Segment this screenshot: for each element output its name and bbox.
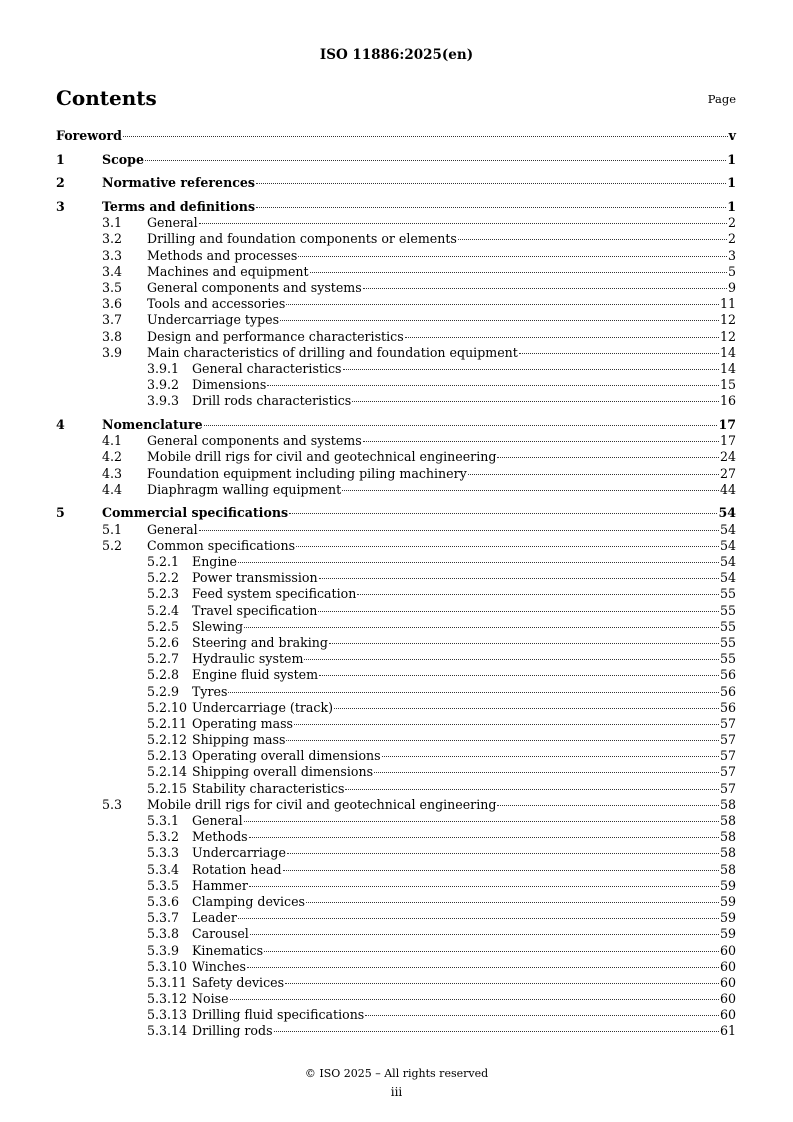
toc-entry-number: 4: [56, 417, 65, 432]
page-number: iii: [390, 1085, 403, 1099]
toc-entry-number: 5.2.2: [147, 570, 180, 586]
toc-entry-number: 3.8: [102, 328, 123, 344]
toc-entry-page: 57: [719, 715, 736, 731]
toc-dot-leader: [382, 755, 719, 757]
toc-entry-title[interactable]: Undercarriage types: [147, 312, 280, 328]
toc-entry-number: 5.2.15: [147, 780, 188, 796]
toc-entry-title[interactable]: Terms and definitions: [102, 199, 256, 215]
toc-entry[interactable]: [56, 926, 736, 942]
toc-dot-leader: [286, 303, 719, 305]
toc-dot-leader: [256, 182, 726, 184]
toc-entry-page: 14: [719, 344, 736, 360]
toc-entry-page: 44: [719, 481, 736, 497]
toc-entry[interactable]: [56, 329, 736, 345]
toc-entry-title[interactable]: Steering and braking: [192, 634, 328, 650]
toc-entry-title[interactable]: Drilling fluid specifications: [192, 1007, 365, 1023]
toc-dot-leader: [304, 658, 719, 660]
toc-dot-leader: [345, 788, 719, 790]
toc-entry-number: 4.1: [102, 433, 123, 449]
toc-entry[interactable]: [56, 466, 736, 482]
toc-dot-leader: [298, 255, 727, 257]
toc-entry-title[interactable]: Operating overall dimensions: [192, 748, 381, 764]
toc-entry-page: 57: [719, 780, 736, 796]
toc-entry-page: 55: [719, 651, 736, 667]
toc-entry-page: 17: [718, 417, 736, 432]
toc-entry-number: 1: [56, 151, 65, 167]
toc-dot-leader: [287, 852, 719, 854]
toc-entry[interactable]: [56, 199, 736, 215]
toc-entry-title[interactable]: Operating mass: [192, 715, 294, 731]
toc-entry-number: 5.3.11: [147, 974, 188, 990]
table-of-contents: [56, 128, 736, 1040]
toc-entry-title[interactable]: Shipping overall dimensions: [192, 764, 374, 780]
toc-entry-page: v: [728, 128, 736, 143]
toc-entry-page: 57: [719, 764, 736, 780]
toc-entry[interactable]: [56, 1007, 736, 1023]
toc-dot-leader: [329, 642, 719, 644]
toc-entry-page: 57: [719, 732, 736, 748]
toc-dot-leader: [249, 836, 719, 838]
toc-dot-leader: [267, 384, 719, 386]
toc-entry[interactable]: [56, 570, 736, 586]
toc-dot-leader: [244, 626, 719, 628]
toc-entry-title[interactable]: Normative references: [102, 175, 256, 191]
toc-entry-title[interactable]: Mobile drill rigs for civil and geotechnical engineering: [147, 796, 497, 812]
toc-entry[interactable]: [56, 684, 736, 700]
toc-entry-number: 5.3.14: [147, 1023, 188, 1039]
toc-dot-leader: [283, 869, 719, 871]
toc-entry-page: 56: [719, 667, 736, 683]
toc-entry-title[interactable]: Diaphragm walling equipment: [147, 481, 342, 497]
toc-entry-title[interactable]: Drilling and foundation components or elements: [147, 231, 457, 247]
toc-entry[interactable]: [56, 975, 736, 991]
toc-dot-leader: [230, 998, 719, 1000]
toc-entry-number: 3: [56, 199, 65, 215]
toc-dot-leader: [342, 489, 719, 491]
toc-entry-number: 3.3: [102, 247, 123, 263]
toc-dot-leader: [357, 593, 719, 595]
toc-entry-number: 3.1: [102, 215, 123, 231]
toc-dot-leader: [294, 723, 719, 725]
toc-dot-leader: [249, 885, 719, 887]
toc-entry-page: 12: [719, 328, 736, 344]
toc-entry-page: 17: [719, 433, 736, 449]
toc-dot-leader: [280, 319, 719, 321]
toc-dot-leader: [374, 771, 719, 773]
toc-entry[interactable]: [56, 959, 736, 975]
toc-entry-title[interactable]: Common specifications: [147, 537, 296, 553]
toc-entry-number: 5.2.5: [147, 618, 180, 634]
toc-entry-title[interactable]: Drill rods characteristics: [192, 393, 352, 409]
toc-entry[interactable]: [56, 152, 736, 168]
toc-entry-title[interactable]: General components and systems: [147, 433, 362, 449]
toc-entry-number: 5.2.11: [147, 715, 188, 731]
toc-dot-leader: [247, 966, 719, 968]
toc-entry-number: 5.3.5: [147, 877, 180, 893]
toc-dot-leader: [250, 933, 719, 935]
toc-entry-page: 54: [719, 537, 736, 553]
toc-dot-leader: [228, 691, 719, 693]
toc-entry[interactable]: [56, 264, 736, 280]
toc-dot-leader: [319, 674, 719, 676]
toc-entry-page: 56: [719, 683, 736, 699]
toc-entry-title[interactable]: Winches: [192, 958, 246, 974]
toc-entry-page: 59: [719, 877, 736, 893]
toc-entry-number: 5.1: [102, 521, 123, 537]
toc-entry[interactable]: [56, 482, 736, 498]
toc-entry[interactable]: [56, 449, 736, 465]
toc-entry-page: 24: [719, 449, 736, 465]
toc-entry-number: 5.2.3: [147, 586, 180, 602]
toc-dot-leader: [468, 473, 719, 475]
toc-entry[interactable]: [56, 522, 736, 538]
toc-dot-leader: [365, 1014, 719, 1016]
toc-entry[interactable]: [56, 296, 736, 312]
toc-entry-number: 3.9: [102, 344, 123, 360]
toc-dot-leader: [497, 804, 719, 806]
toc-entry-page: 59: [719, 893, 736, 909]
toc-entry-page: 54: [719, 554, 736, 569]
toc-entry[interactable]: [56, 505, 736, 521]
page-title: Contents: [56, 86, 157, 110]
toc-entry-title[interactable]: Rotation head: [192, 861, 282, 877]
toc-entry-title[interactable]: Engine: [192, 554, 237, 569]
toc-entry-page: 3: [727, 247, 736, 263]
toc-entry-page: 55: [719, 602, 736, 618]
toc-entry-page: 55: [719, 618, 736, 634]
toc-entry-number: 5.2.4: [147, 602, 180, 618]
toc-entry-number: 5.2.10: [147, 699, 188, 715]
toc-entry-number: 5.3.2: [147, 829, 180, 845]
toc-entry-page: 1: [727, 175, 736, 191]
toc-entry-title[interactable]: Methods: [192, 829, 248, 845]
toc-entry[interactable]: [56, 586, 736, 602]
toc-dot-leader: [363, 287, 727, 289]
toc-entry-title[interactable]: Clamping devices: [192, 893, 306, 909]
toc-dot-leader: [199, 222, 727, 224]
toc-entry-title[interactable]: Drilling rods: [192, 1023, 273, 1039]
toc-entry-number: 5.3.9: [147, 942, 180, 958]
toc-entry-title[interactable]: Noise: [192, 991, 229, 1007]
toc-entry-number: 3.5: [102, 280, 123, 295]
toc-entry[interactable]: [56, 1023, 736, 1039]
toc-entry-page: 60: [719, 942, 736, 958]
toc-entry-page: 61: [719, 1023, 736, 1039]
toc-entry-number: 5.2.8: [147, 667, 180, 683]
toc-entry-page: 57: [719, 748, 736, 764]
toc-entry[interactable]: [56, 651, 736, 667]
toc-entry-page: 60: [719, 1007, 736, 1023]
toc-entry-title[interactable]: Undercarriage (track): [192, 699, 334, 715]
toc-entry[interactable]: [56, 797, 736, 813]
toc-entry-title[interactable]: Shipping mass: [192, 732, 286, 748]
toc-entry-page: 58: [719, 845, 736, 861]
toc-dot-leader: [244, 820, 719, 822]
toc-dot-leader: [204, 424, 718, 426]
toc-dot-leader: [296, 545, 719, 547]
toc-dot-leader: [199, 529, 719, 531]
toc-entry-title[interactable]: Travel specification: [192, 602, 318, 618]
toc-entry[interactable]: [56, 248, 736, 264]
toc-entry-title[interactable]: Scope: [102, 151, 144, 167]
toc-entry[interactable]: [56, 732, 736, 748]
toc-entry[interactable]: [56, 829, 736, 845]
toc-entry-number: 5.2.9: [147, 683, 180, 699]
toc-entry[interactable]: [56, 128, 736, 144]
toc-entry-number: 5.3.13: [147, 1007, 188, 1023]
toc-entry-page: 58: [719, 829, 736, 845]
toc-entry-page: 60: [719, 958, 736, 974]
toc-entry-number: 5.2.6: [147, 634, 180, 650]
toc-entry-number: 5.3.7: [147, 910, 180, 926]
toc-entry-page: 60: [719, 974, 736, 990]
toc-entry[interactable]: [56, 603, 736, 619]
toc-dot-leader: [405, 336, 719, 338]
toc-entry-number: 5.3: [102, 796, 123, 812]
toc-dot-leader: [458, 238, 727, 240]
toc-entry[interactable]: [56, 312, 736, 328]
toc-entry-number: 4.3: [102, 465, 123, 481]
toc-entry-page: 59: [719, 926, 736, 942]
toc-entry-title[interactable]: Stability characteristics: [192, 780, 345, 796]
toc-entry-title[interactable]: Nomenclature: [102, 417, 203, 432]
toc-entry[interactable]: [56, 991, 736, 1007]
toc-entry-title[interactable]: General characteristics: [192, 360, 342, 376]
toc-entry-number: 5: [56, 505, 65, 521]
toc-entry[interactable]: [56, 748, 736, 764]
toc-entry-title[interactable]: Mobile drill rigs for civil and geotechnical engineering: [147, 449, 497, 465]
toc-dot-leader: [334, 707, 719, 709]
toc-entry-title[interactable]: Safety devices: [192, 974, 285, 990]
toc-entry[interactable]: [56, 361, 736, 377]
toc-entry[interactable]: [56, 764, 736, 780]
toc-dot-leader: [238, 561, 719, 563]
toc-entry-title[interactable]: Dimensions: [192, 377, 267, 393]
toc-dot-leader: [363, 440, 719, 442]
toc-dot-leader: [310, 271, 727, 273]
toc-entry[interactable]: [56, 845, 736, 861]
toc-entry-page: 2: [727, 231, 736, 247]
toc-entry-title[interactable]: Foreword: [56, 128, 122, 143]
toc-dot-leader: [285, 982, 719, 984]
toc-entry-page: 58: [719, 813, 736, 828]
toc-entry[interactable]: [56, 878, 736, 894]
toc-entry[interactable]: [56, 280, 736, 296]
toc-entry-number: 2: [56, 175, 65, 191]
toc-entry-number: 3.9.3: [147, 393, 180, 409]
toc-entry[interactable]: [56, 813, 736, 829]
toc-entry-page: 58: [719, 796, 736, 812]
toc-dot-leader: [289, 512, 717, 514]
toc-dot-leader: [343, 368, 719, 370]
toc-entry[interactable]: [56, 700, 736, 716]
toc-entry-page: 5: [727, 263, 736, 279]
toc-entry-title[interactable]: Main characteristics of drilling and foundation equipment: [147, 344, 518, 360]
toc-entry-number: 5.3.12: [147, 991, 188, 1007]
toc-entry-page: 54: [719, 521, 736, 537]
toc-entry[interactable]: [56, 716, 736, 732]
toc-entry-page: 9: [727, 280, 736, 295]
toc-entry[interactable]: [56, 894, 736, 910]
toc-entry-page: 27: [719, 465, 736, 481]
toc-dot-leader: [145, 159, 726, 161]
toc-entry[interactable]: [56, 345, 736, 361]
toc-entry-number: 5.3.1: [147, 813, 180, 828]
toc-entry-page: 16: [719, 393, 736, 409]
toc-dot-leader: [306, 901, 719, 903]
toc-entry-number: 5.3.10: [147, 958, 188, 974]
toc-dot-leader: [352, 400, 719, 402]
toc-entry-title[interactable]: Tyres: [192, 683, 228, 699]
toc-entry[interactable]: [56, 433, 736, 449]
toc-entry[interactable]: [56, 215, 736, 231]
toc-entry[interactable]: [56, 393, 736, 409]
toc-entry-number: 3.2: [102, 231, 123, 247]
toc-entry-number: 4.4: [102, 481, 123, 497]
toc-entry-title[interactable]: Carousel: [192, 926, 249, 942]
toc-entry-number: 5.2.7: [147, 651, 180, 667]
toc-entry-page: 14: [719, 360, 736, 376]
toc-entry-page: 1: [727, 199, 736, 215]
page-column-label: Page: [707, 92, 736, 106]
toc-entry-number: 5.2.14: [147, 764, 188, 780]
toc-entry-number: 3.7: [102, 312, 123, 328]
toc-dot-leader: [264, 950, 719, 952]
toc-entry-page: 54: [719, 570, 736, 586]
toc-entry-title[interactable]: Slewing: [192, 618, 244, 634]
toc-entry-number: 3.9.1: [147, 360, 180, 376]
toc-entry-title[interactable]: Design and performance characteristics: [147, 328, 404, 344]
toc-entry-number: 3.6: [102, 296, 123, 312]
toc-entry[interactable]: [56, 417, 736, 433]
toc-entry-title[interactable]: Power transmission: [192, 570, 318, 586]
toc-dot-leader: [256, 206, 726, 208]
toc-entry-title[interactable]: Foundation equipment including piling machinery: [147, 465, 467, 481]
toc-dot-leader: [274, 1030, 719, 1032]
toc-entry[interactable]: [56, 635, 736, 651]
toc-entry-title[interactable]: Engine fluid system: [192, 667, 319, 683]
toc-dot-leader: [238, 917, 719, 919]
copyright-footer: © ISO 2025 – All rights reserved: [304, 1067, 489, 1080]
toc-entry-title[interactable]: Tools and accessories: [147, 296, 286, 312]
toc-entry-page: 55: [719, 634, 736, 650]
toc-entry-number: 5.3.6: [147, 893, 180, 909]
toc-entry-page: 59: [719, 910, 736, 926]
toc-entry-title[interactable]: Commercial specifications: [102, 505, 289, 521]
toc-entry[interactable]: [56, 781, 736, 797]
toc-dot-leader: [286, 739, 718, 741]
toc-entry-title[interactable]: Undercarriage: [192, 845, 286, 861]
toc-entry-title[interactable]: Feed system specification: [192, 586, 357, 602]
toc-entry-number: 5.2.13: [147, 748, 188, 764]
toc-entry-page: 15: [719, 377, 736, 393]
toc-entry-title[interactable]: Methods and processes: [147, 247, 298, 263]
toc-entry-number: 5.3.8: [147, 926, 180, 942]
toc-entry-page: 11: [719, 296, 736, 312]
toc-entry-title[interactable]: Machines and equipment: [147, 263, 309, 279]
toc-entry-number: 5.2: [102, 537, 123, 553]
toc-entry[interactable]: [56, 554, 736, 570]
toc-entry-title[interactable]: General: [192, 813, 243, 828]
toc-entry-page: 58: [719, 861, 736, 877]
toc-entry-title[interactable]: General: [147, 521, 198, 537]
toc-entry[interactable]: [56, 538, 736, 554]
toc-entry-number: 5.2.12: [147, 732, 188, 748]
toc-entry[interactable]: [56, 943, 736, 959]
toc-entry[interactable]: [56, 377, 736, 393]
toc-entry-page: 55: [719, 586, 736, 602]
toc-entry-number: 5.2.1: [147, 554, 180, 569]
toc-entry-page: 54: [718, 505, 736, 521]
toc-entry-title[interactable]: Leader: [192, 910, 237, 926]
toc-entry-page: 56: [719, 699, 736, 715]
toc-entry-title[interactable]: General: [147, 215, 198, 231]
toc-dot-leader: [319, 577, 719, 579]
toc-dot-leader: [318, 610, 719, 612]
toc-entry-title[interactable]: General components and systems: [147, 280, 362, 295]
toc-entry-page: 2: [727, 215, 736, 231]
toc-entry-title[interactable]: Hammer: [192, 877, 248, 893]
document-id-header: ISO 11886:2025(en): [319, 47, 474, 63]
toc-dot-leader: [519, 352, 719, 354]
toc-entry-number: 5.3.3: [147, 845, 180, 861]
toc-entry[interactable]: [56, 862, 736, 878]
toc-entry-number: 5.3.4: [147, 861, 180, 877]
toc-entry[interactable]: [56, 231, 736, 247]
toc-entry-page: 60: [719, 991, 736, 1007]
toc-entry[interactable]: [56, 910, 736, 926]
toc-entry-page: 12: [719, 312, 736, 328]
toc-entry-page: 1: [727, 151, 736, 167]
toc-entry-title[interactable]: Hydraulic system: [192, 651, 304, 667]
toc-entry[interactable]: [56, 619, 736, 635]
toc-entry[interactable]: [56, 667, 736, 683]
toc-dot-leader: [123, 135, 728, 137]
toc-entry-number: 3.9.2: [147, 377, 180, 393]
toc-entry-title[interactable]: Kinematics: [192, 942, 264, 958]
toc-entry-number: 3.4: [102, 263, 123, 279]
toc-dot-leader: [497, 456, 719, 458]
toc-entry[interactable]: [56, 175, 736, 191]
toc-entry-number: 4.2: [102, 449, 123, 465]
